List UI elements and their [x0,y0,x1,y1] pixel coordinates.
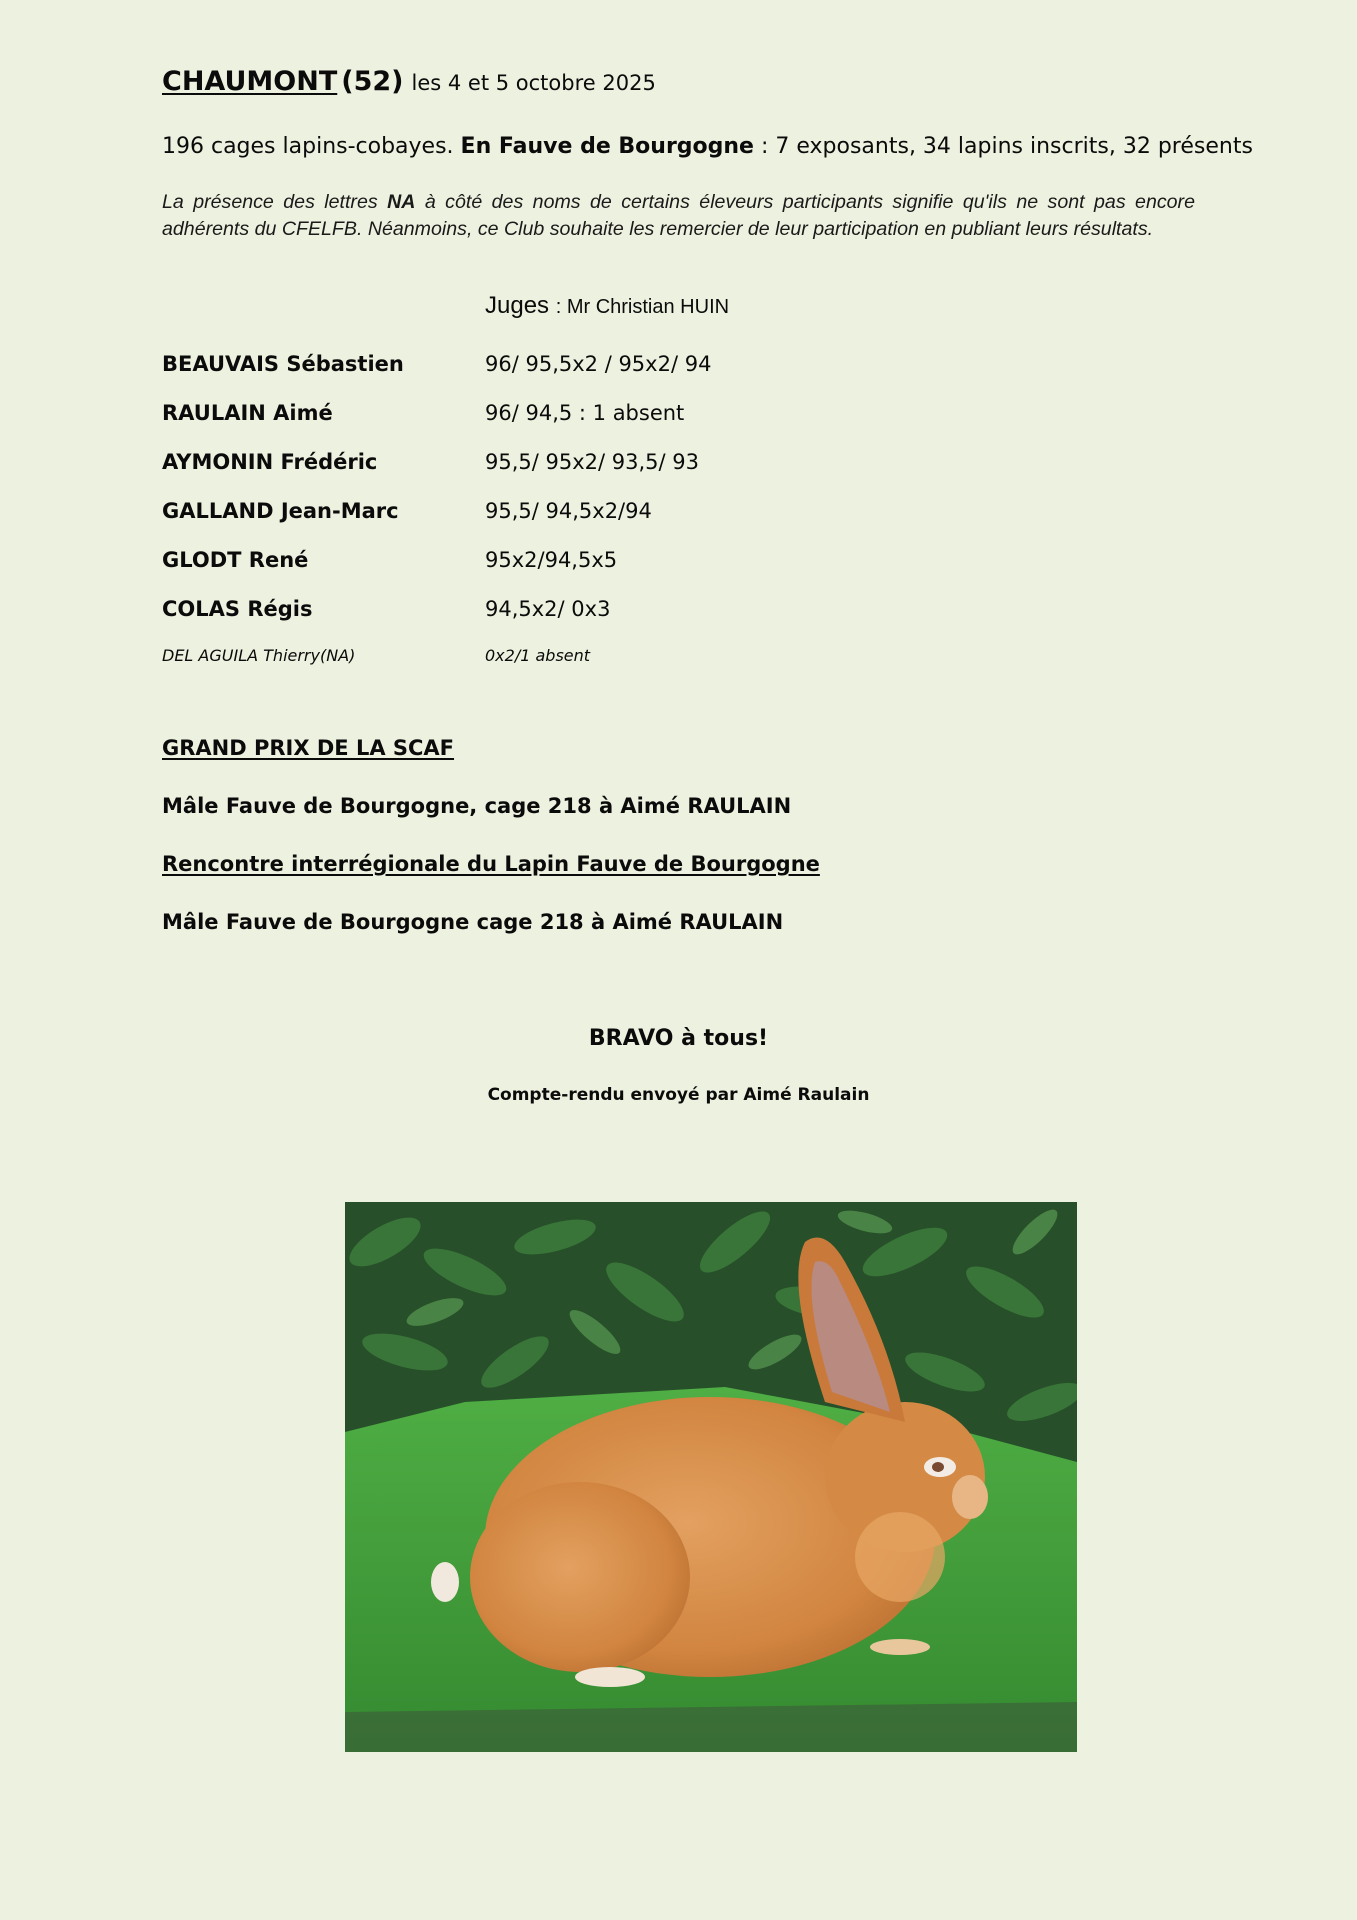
judges-line [485,292,729,320]
rencontre-title: Rencontre interrégionale du Lapin Fauve de Bourgogne [162,852,820,876]
result-score: 0x2/1 absent [485,646,591,665]
show-summary [162,134,1253,159]
note-part2: à côté des noms de certains éleveurs participants signifie qu'ils ne sont pas encore adhérents du CFELFB. Néanmoins, ce Club souhaite les remercier de leur participation en publiant leurs résultats. [162,191,1195,240]
result-score: 95,5/ 95x2/ 93,5/ 93 [485,450,699,474]
grand-prix-winner: Mâle Fauve de Bourgogne, cage 218 à Aimé RAULAIN [162,794,792,818]
bravo-text: BRAVO à tous! [588,1026,769,1051]
rabbit-photo-drawing [345,1202,1077,1752]
result-score: 95,5/ 94,5x2/94 [485,499,652,523]
grand-prix-title: GRAND PRIX DE LA SCAF [162,736,455,760]
summary-breed: En Fauve de Bourgogne [460,134,754,159]
result-score: 94,5x2/ 0x3 [485,597,611,621]
note-part1: La présence des lettres [162,191,378,213]
result-name: COLAS Régis [162,597,313,621]
result-score: 96/ 94,5 : 1 absent [485,401,685,425]
note-na: NA [387,191,416,213]
judges-value: : Mr Christian HUIN [555,296,730,318]
title-dates: les 4 et 5 octobre 2025 [411,71,656,95]
report-credit: Compte-rendu envoyé par Aimé Raulain [487,1085,870,1105]
result-name: AYMONIN Frédéric [162,450,378,474]
title-department: (52) [341,66,404,97]
result-name: GALLAND Jean-Marc [162,499,399,523]
result-name: RAULAIN Aimé [162,401,333,425]
result-name: BEAUVAIS Sébastien [162,352,404,376]
result-score: 95x2/94,5x5 [485,548,618,572]
rabbit-photo [345,1202,1077,1752]
rencontre-winner: Mâle Fauve de Bourgogne cage 218 à Aimé RAULAIN [162,910,784,934]
judges-label: Juges [485,292,550,319]
summary-stats: : 7 exposants, 34 lapins inscrits, 32 présents [760,134,1253,159]
na-note [162,189,1195,243]
summary-cages: 196 cages lapins-cobayes. [162,134,454,159]
result-name: GLODT René [162,548,309,572]
title-city: CHAUMONT [162,66,338,97]
page-title [162,66,656,97]
result-name: DEL AGUILA Thierry(NA) [162,646,356,665]
result-score: 96/ 95,5x2 / 95x2/ 94 [485,352,712,376]
